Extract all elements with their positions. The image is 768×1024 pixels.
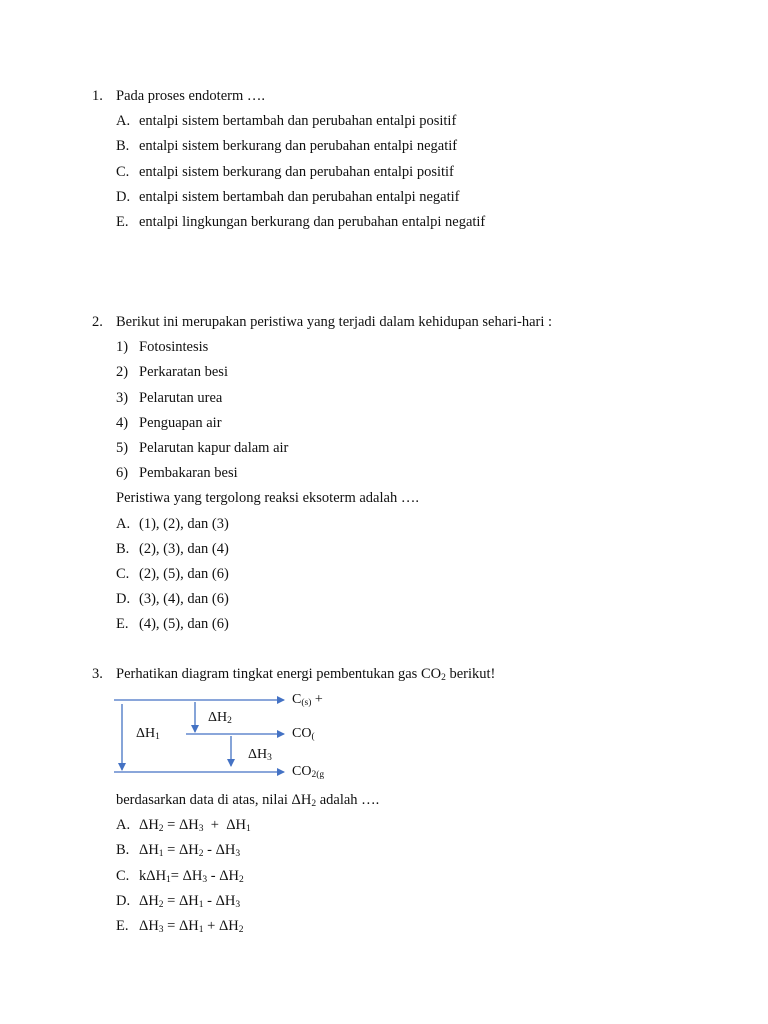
dh2-label: $\Delta H_2$	[208, 710, 232, 726]
option-a	[92, 512, 712, 537]
option-a	[92, 813, 712, 838]
option-text: (3), (4), dan (6)	[139, 591, 229, 608]
option-label: D.	[116, 892, 131, 909]
question-2-stem	[92, 310, 712, 335]
question-text: Berikut ini merupakan peristiwa yang terjadi dalam kehidupan sehari-hari :	[116, 314, 553, 330]
prompt-text: Peristiwa yang tergolong reaksi eksoterm adalah ….	[116, 490, 419, 507]
question-number: 3.	[92, 666, 103, 682]
level-3-label: $CO_{2(g}$	[292, 764, 325, 780]
question-3-prompt	[92, 788, 712, 813]
option-e	[92, 914, 712, 939]
option-label: B.	[116, 138, 130, 155]
option-text: $\Delta H_2 = \Delta H_1 - \Delta H_3$	[139, 892, 241, 910]
item-label: 4)	[116, 414, 129, 431]
level-2-label: $CO_($	[292, 726, 315, 742]
option-text: entalpi sistem berkurang dan perubahan entalpi negatif	[139, 138, 458, 155]
option-b	[92, 537, 712, 562]
option-b	[92, 838, 712, 863]
option-label: C.	[116, 565, 130, 582]
question-3-stem	[92, 662, 712, 687]
option-label: E.	[116, 917, 129, 934]
option-text: (2), (5), dan (6)	[139, 565, 229, 582]
item-label: 1)	[116, 339, 129, 356]
question-3	[92, 662, 712, 687]
option-text: entalpi sistem bertambah dan perubahan entalpi positif	[139, 113, 457, 130]
option-label: C.	[116, 163, 130, 180]
option-label: A.	[116, 113, 131, 130]
item-label: 3)	[116, 389, 129, 406]
option-text: entalpi lingkungan berkurang dan perubahan entalpi negatif	[139, 213, 486, 230]
option-text: entalpi sistem berkurang dan perubahan entalpi positif	[139, 163, 454, 180]
option-c	[92, 864, 712, 889]
option-d	[92, 889, 712, 914]
option-text: (4), (5), dan (6)	[139, 616, 229, 633]
option-text: entalpi sistem bertambah dan perubahan entalpi negatif	[139, 188, 460, 205]
option-text: (1), (2), dan (3)	[139, 515, 229, 532]
item-text: Pembakaran besi	[139, 465, 238, 482]
option-text: (2), (3), dan (4)	[139, 540, 229, 557]
option-b	[92, 134, 712, 159]
question-number: 2.	[92, 314, 103, 330]
question-text: Pada proses endoterm ….	[116, 88, 265, 104]
item-text: Penguapan air	[139, 414, 222, 431]
list-item	[92, 360, 712, 385]
option-label: D.	[116, 188, 131, 205]
dh1-label: $\Delta H_1$	[136, 726, 160, 742]
item-label: 2)	[116, 364, 129, 381]
dh3-label: $\Delta H_3$	[248, 747, 272, 763]
option-c	[92, 562, 712, 587]
option-e	[92, 210, 712, 235]
list-item	[92, 335, 712, 360]
list-item	[92, 386, 712, 411]
option-label: C.	[116, 867, 130, 884]
item-text: Perkaratan besi	[139, 364, 228, 381]
question-1-stem	[92, 84, 712, 109]
option-label: A.	[116, 515, 131, 532]
question-1	[92, 84, 712, 235]
option-label: D.	[116, 591, 131, 608]
question-2	[92, 310, 712, 637]
option-text: $\Delta H_1 = \Delta H_2 - \Delta H_3$	[139, 842, 241, 860]
prompt-text: berdasarkan data di atas, nilai $\Delta H_2$ adalah ….	[116, 792, 380, 809]
option-label: B.	[116, 540, 130, 557]
option-text: $\Delta H_2 = \Delta H_3 + \Delta H_1$	[139, 817, 251, 835]
option-label: E.	[116, 616, 129, 633]
option-text: $k\Delta H_1= \Delta H_3 - \Delta H_2$	[139, 867, 244, 885]
option-c	[92, 160, 712, 185]
option-label: E.	[116, 213, 129, 230]
item-text: Pelarutan urea	[139, 389, 223, 406]
option-label: A.	[116, 817, 131, 834]
option-d	[92, 587, 712, 612]
level-1-label: $C_{(s)}$ +	[292, 692, 323, 708]
option-text: $\Delta H_3 = \Delta H_1 + \Delta H_2$	[139, 917, 244, 935]
question-3-answers	[92, 788, 712, 939]
energy-level-diagram	[108, 686, 368, 786]
question-text: Perhatikan diagram tingkat energi pembentukan gas $CO_2$ berikut!	[116, 666, 496, 683]
list-item	[92, 436, 712, 461]
option-a	[92, 109, 712, 134]
question-number: 1.	[92, 88, 103, 104]
question-2-prompt	[92, 486, 712, 511]
option-d	[92, 185, 712, 210]
list-item	[92, 411, 712, 436]
list-item	[92, 461, 712, 486]
item-label: 5)	[116, 439, 129, 456]
option-e	[92, 612, 712, 637]
item-text: Fotosintesis	[139, 339, 209, 356]
item-text: Pelarutan kapur dalam air	[139, 439, 289, 456]
item-label: 6)	[116, 465, 129, 482]
option-label: B.	[116, 842, 130, 859]
